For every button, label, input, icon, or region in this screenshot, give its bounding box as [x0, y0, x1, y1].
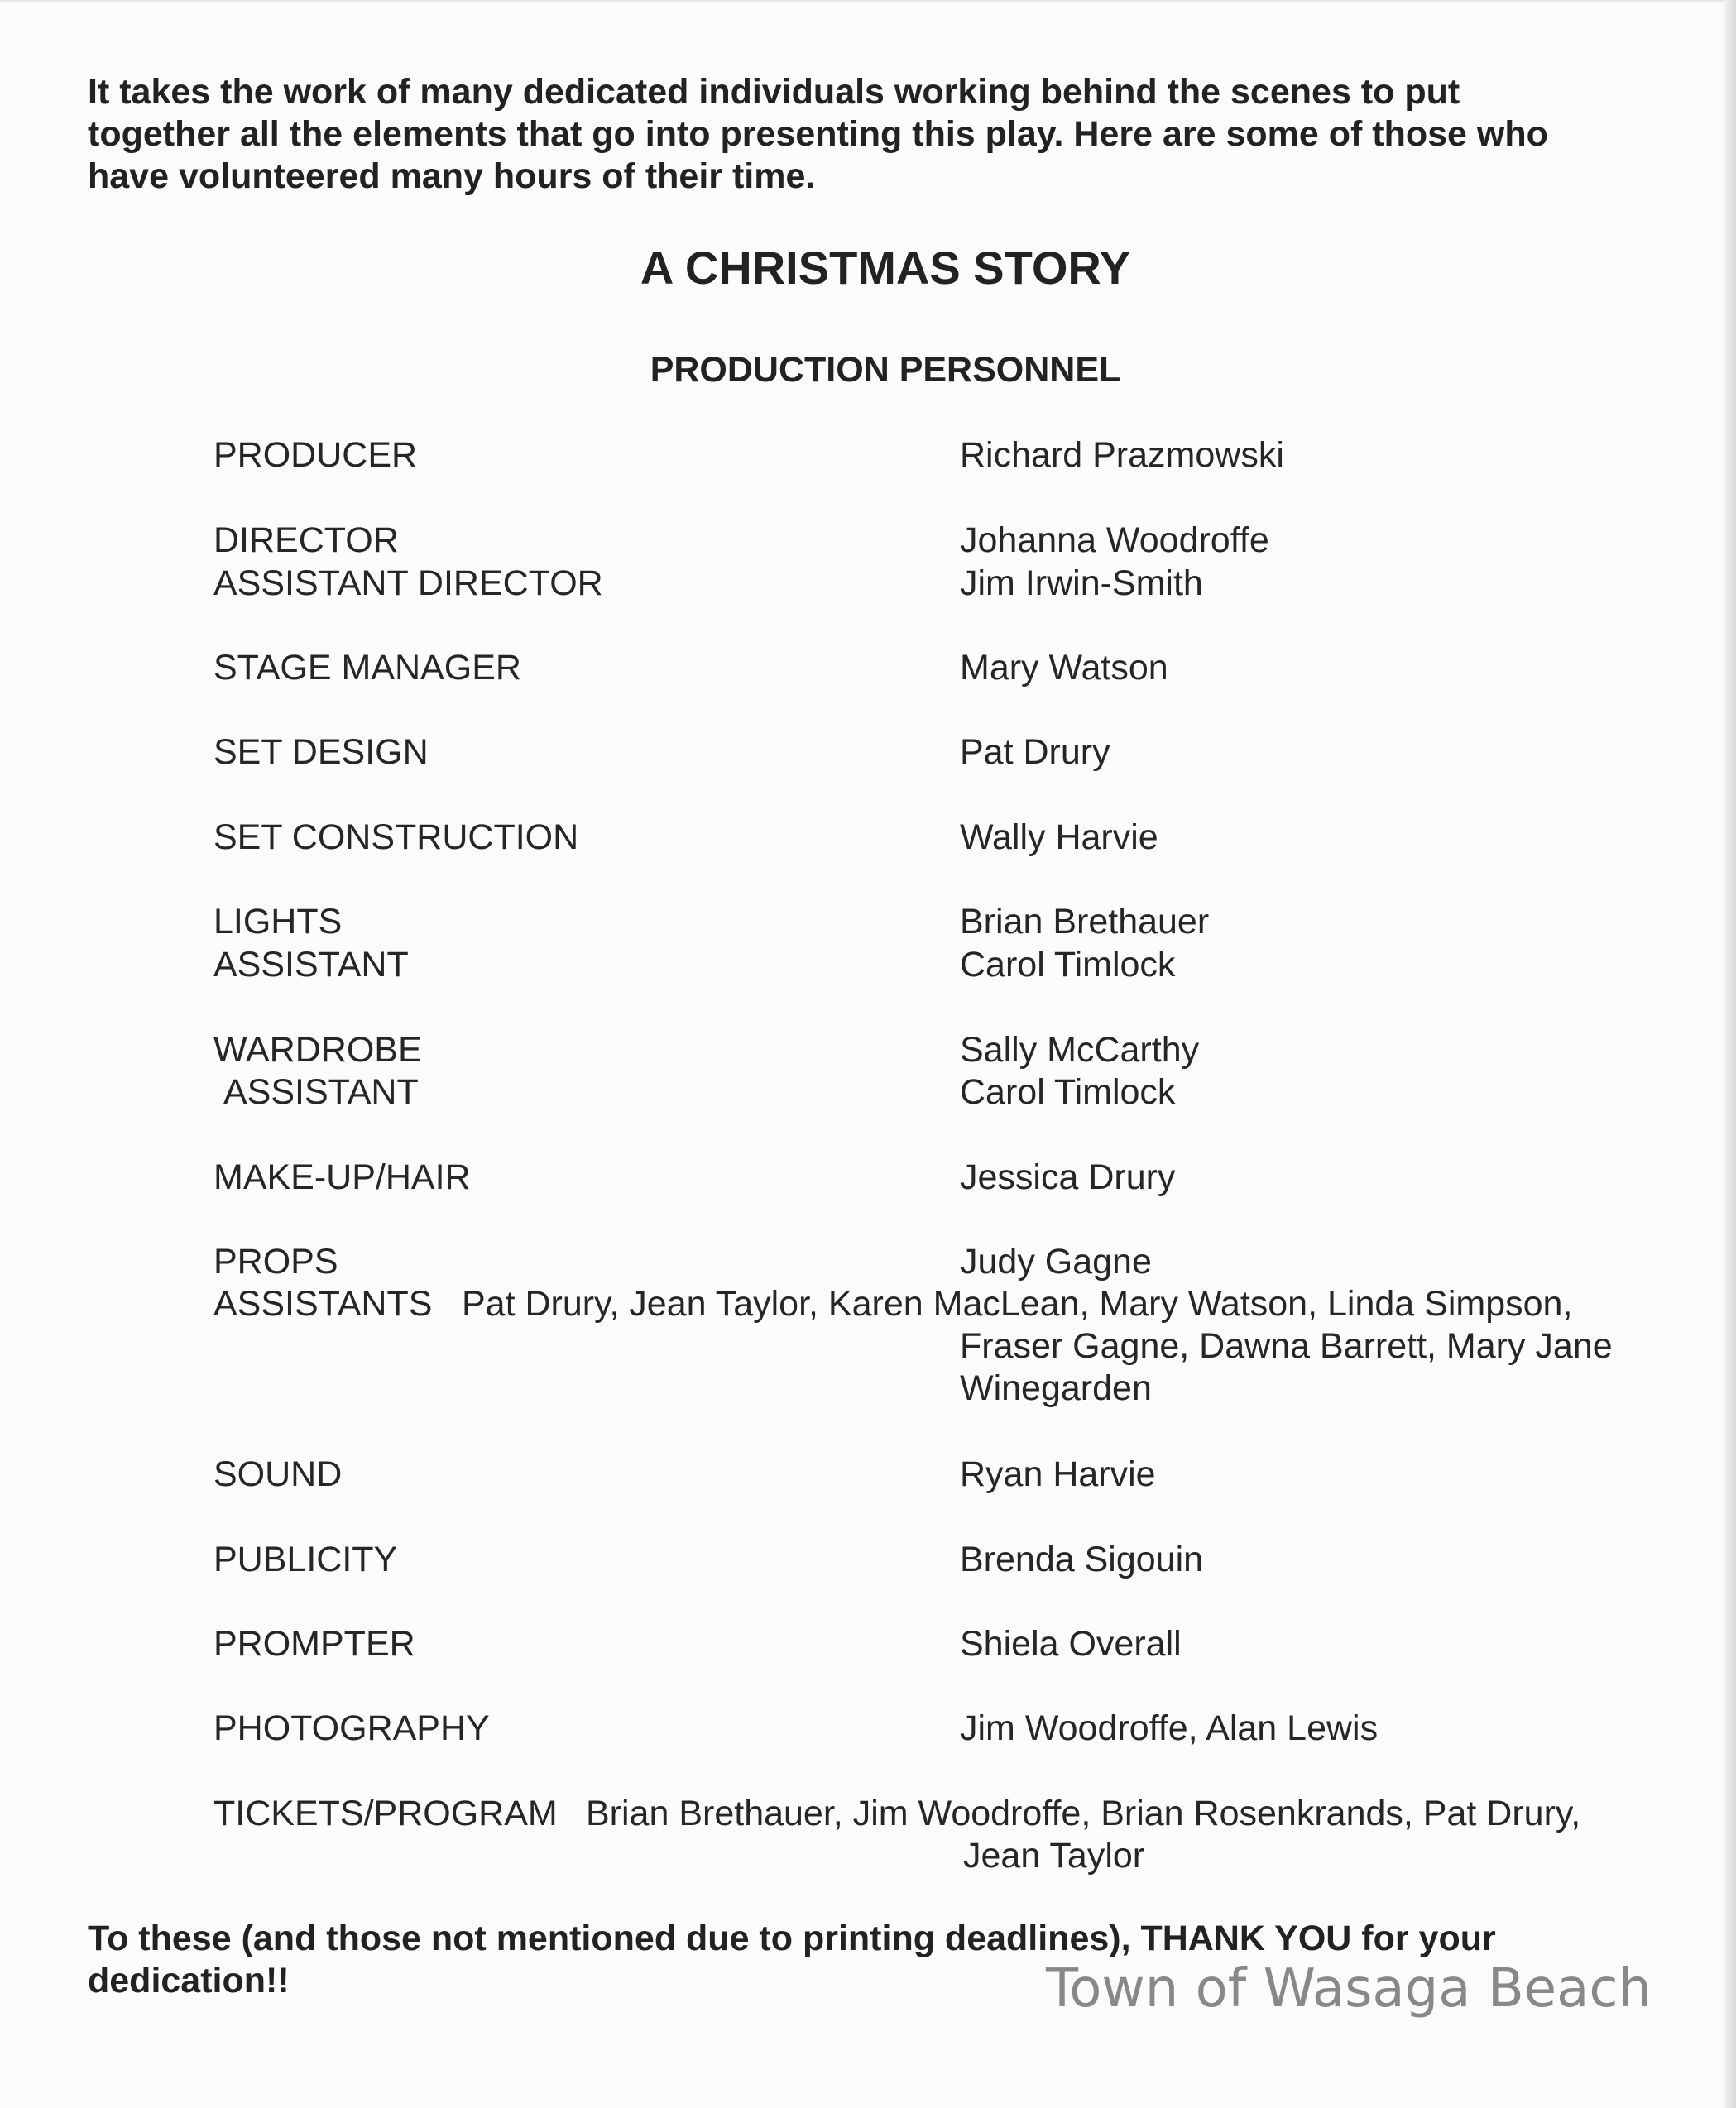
credit-name: Judy Gagne [960, 1242, 1152, 1282]
credit-names-line: Fraser Gagne, Dawna Barrett, Mary Jane [960, 1326, 1613, 1366]
credit-name: Carol Timlock [960, 945, 1176, 985]
credit-role: SET DESIGN [213, 732, 429, 772]
credit-name: Brian Brethauer [960, 902, 1210, 941]
credit-names-line: Winegarden [960, 1368, 1152, 1408]
credit-role: STAGE MANAGER [213, 648, 521, 687]
credit-role: LIGHTS [213, 902, 343, 941]
credit-names-line: Brian Brethauer, Jim Woodroffe, Brian Rosenkrands, Pat Drury, [586, 1794, 1581, 1833]
credit-name: Jim Irwin-Smith [960, 563, 1203, 603]
credit-role: ASSISTANT [223, 1072, 419, 1112]
credit-name: Carol Timlock [960, 1072, 1176, 1112]
credit-name: Wally Harvie [960, 817, 1158, 857]
credit-role: ASSISTANT [213, 945, 409, 985]
credit-role: PRODUCER [213, 435, 418, 475]
section-heading: PRODUCTION PERSONNEL [650, 350, 1121, 390]
credit-name: Jim Woodroffe, Alan Lewis [960, 1708, 1379, 1748]
credit-role: PUBLICITY [213, 1540, 398, 1579]
credit-name: Sally McCarthy [960, 1030, 1200, 1070]
intro-paragraph [88, 71, 1676, 198]
credit-role: PROMPTER [213, 1624, 415, 1664]
scan-top-edge [0, 0, 1736, 2]
credit-role: PHOTOGRAPHY [213, 1708, 490, 1748]
credit-role: SOUND [213, 1454, 343, 1494]
credit-name: Ryan Harvie [960, 1454, 1156, 1494]
credit-role: ASSISTANTS [213, 1284, 433, 1324]
credit-name: Shiela Overall [960, 1624, 1182, 1664]
credit-name: Johanna Woodroffe [960, 520, 1269, 560]
closing-line: dedication!! [88, 1961, 290, 2000]
credit-name: Brenda Sigouin [960, 1540, 1204, 1579]
scan-right-edge [1724, 0, 1736, 2108]
credit-name: Jessica Drury [960, 1157, 1176, 1197]
credit-name: Pat Drury [960, 732, 1110, 772]
intro-line: have volunteered many hours of their time. [88, 156, 816, 196]
credit-names-line: Pat Drury, Jean Taylor, Karen MacLean, Mary Watson, Linda Simpson, [462, 1284, 1573, 1324]
watermark: Town of Wasaga Beach [1046, 1958, 1652, 2019]
play-title: A CHRISTMAS STORY [640, 242, 1131, 294]
credit-names-line: Jean Taylor [963, 1836, 1145, 1876]
credit-role: ASSISTANT DIRECTOR [213, 563, 603, 603]
intro-line: It takes the work of many dedicated individuals working behind the scenes to put [88, 72, 1460, 112]
intro-line: together all the elements that go into presenting this play. Here are some of those who [88, 114, 1548, 154]
credit-name: Richard Prazmowski [960, 435, 1284, 475]
credit-role: TICKETS/PROGRAM [213, 1794, 558, 1833]
credit-name: Mary Watson [960, 648, 1168, 687]
credit-role: WARDROBE [213, 1030, 422, 1070]
credit-role: MAKE-UP/HAIR [213, 1157, 471, 1197]
credit-role: DIRECTOR [213, 520, 399, 560]
credit-role: SET CONSTRUCTION [213, 817, 579, 857]
closing-line: To these (and those not mentioned due to printing deadlines), THANK YOU for your [88, 1919, 1496, 1958]
credit-role: PROPS [213, 1242, 338, 1282]
